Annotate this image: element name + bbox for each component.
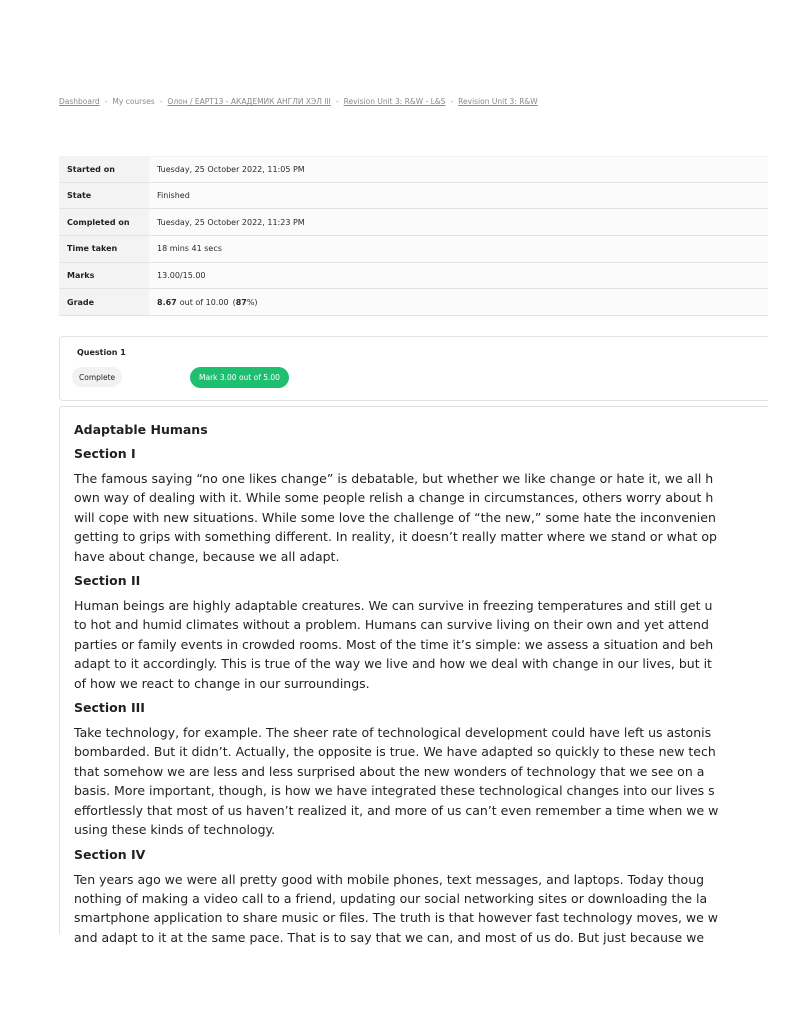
- question-mark-badge: Mark 3.00 out of 5.00: [190, 367, 289, 388]
- paragraph-line: effortlessly that most of us haven’t realized it, and more of us can’t even remember a time when we w: [74, 802, 719, 818]
- summary-value: 13.00/15.00: [149, 263, 768, 289]
- paragraph-line: of how we react to change in our surroundings.: [74, 675, 370, 691]
- summary-row-state: [59, 183, 768, 210]
- paragraph-line: Ten years ago we were all pretty good with mobile phones, text messages, and laptops. Today thoug: [74, 871, 705, 887]
- paragraph-line: smartphone application to share music or files. The truth is that however fast technology moves, we w: [74, 910, 719, 926]
- summary-row-started-on: [59, 156, 768, 183]
- paragraph-line: getting to grips with something different. In reality, it doesn’t really matter where we stand or what op: [74, 529, 717, 545]
- paragraph-line: Take technology, for example. The sheer rate of technological development could have left us astonis: [74, 725, 712, 741]
- paragraph-line: have about change, because we all adapt.: [74, 548, 340, 564]
- paragraph-line: to hot and humid climates without a problem. Humans can survive living on their own and yet attend: [74, 617, 709, 633]
- section-heading: Section I: [74, 446, 136, 461]
- grade-value: [149, 289, 768, 315]
- paragraph-line: own way of dealing with it. While some people relish a change in circumstances, others worry about h: [74, 490, 714, 506]
- summary-value: Tuesday, 25 October 2022, 11:05 PM: [149, 157, 768, 182]
- breadcrumb: [59, 97, 538, 106]
- breadcrumb-quiz[interactable]: Revision Unit 3: R&W: [458, 97, 538, 106]
- summary-label: State: [59, 183, 149, 209]
- section-paragraph: [74, 469, 794, 566]
- breadcrumb-separator: -: [450, 97, 454, 106]
- breadcrumb-course[interactable]: Олон / EAPT13 - АКАДЕМИК АНГЛИ ХЭЛ III: [167, 97, 331, 106]
- breadcrumb-revision-section[interactable]: Revision Unit 3: R&W - L&S: [343, 97, 446, 106]
- summary-label: Marks: [59, 263, 149, 289]
- reading-passage: [74, 420, 794, 952]
- summary-label: Grade: [59, 289, 149, 315]
- paragraph-line: that somehow we are less and less surprised about the new wonders of technology that we see on a: [74, 763, 705, 779]
- paragraph-line: Human beings are highly adaptable creatures. We can survive in freezing temperatures and still get u: [74, 598, 713, 614]
- attempt-summary-table: [59, 156, 768, 316]
- summary-value: Finished: [149, 183, 768, 209]
- paragraph-line: basis. More important, though, is how we have integrated these technological changes into our lives s: [74, 783, 715, 799]
- grade-close-paren: %): [246, 297, 258, 307]
- paragraph-line: and adapt to it at the same pace. That is to say that we can, and most of us do. But just because we: [74, 929, 705, 945]
- paragraph-line: using these kinds of technology.: [74, 822, 276, 838]
- summary-value: Tuesday, 25 October 2022, 11:23 PM: [149, 209, 768, 235]
- summary-value: 18 mins 41 secs: [149, 236, 768, 262]
- grade-percent: 87: [235, 297, 247, 307]
- breadcrumb-separator: -: [104, 97, 108, 106]
- summary-label: Started on: [59, 157, 149, 182]
- section-heading: Section III: [74, 700, 145, 716]
- paragraph-line: adapt to it accordingly. This is true of the way we live and how we deal with change in our lives, but it: [74, 656, 712, 672]
- paragraph-line: parties or family events in crowded rooms. Most of the time it’s simple: we assess a situation and beh: [74, 636, 714, 652]
- breadcrumb-my-courses: My courses: [112, 97, 155, 106]
- section-paragraph: [74, 596, 794, 693]
- paragraph-line: The famous saying “no one likes change” is debatable, but whether we like change or hate it, we all h: [74, 471, 714, 486]
- passage-title: Adaptable Humans: [74, 422, 208, 437]
- grade-out-of: out of 10.00: [179, 297, 229, 307]
- section-paragraph: [74, 723, 794, 839]
- paragraph-line: nothing of making a video call to a friend, updating our social networking sites or downloading the la: [74, 890, 708, 906]
- question-number: Question 1: [77, 348, 126, 357]
- question-content: [59, 406, 768, 945]
- grade-score: 8.67: [157, 297, 177, 307]
- section-heading: Section IV: [74, 846, 146, 862]
- breadcrumb-dashboard[interactable]: Dashboard: [59, 97, 100, 106]
- summary-row-grade: [59, 289, 768, 316]
- paragraph-line: bombarded. But it didn’t. Actually, the opposite is true. We have adapted so quickly to these new tech: [74, 744, 716, 760]
- section-heading: Section II: [74, 573, 141, 589]
- grade-open-paren: (: [232, 297, 236, 307]
- summary-row-completed-on: [59, 209, 768, 236]
- section-paragraph: [74, 870, 794, 948]
- question-state-badge: Complete: [72, 367, 122, 387]
- question-info: [59, 336, 768, 401]
- breadcrumb-separator: -: [335, 97, 339, 106]
- summary-row-marks: [59, 263, 768, 290]
- breadcrumb-separator: -: [159, 97, 163, 106]
- summary-label: Completed on: [59, 209, 149, 235]
- summary-label: Time taken: [59, 236, 149, 262]
- paragraph-line: will cope with new situations. While some love the challenge of “the new,” some hate the inconvenien: [74, 509, 716, 525]
- summary-row-time-taken: [59, 236, 768, 263]
